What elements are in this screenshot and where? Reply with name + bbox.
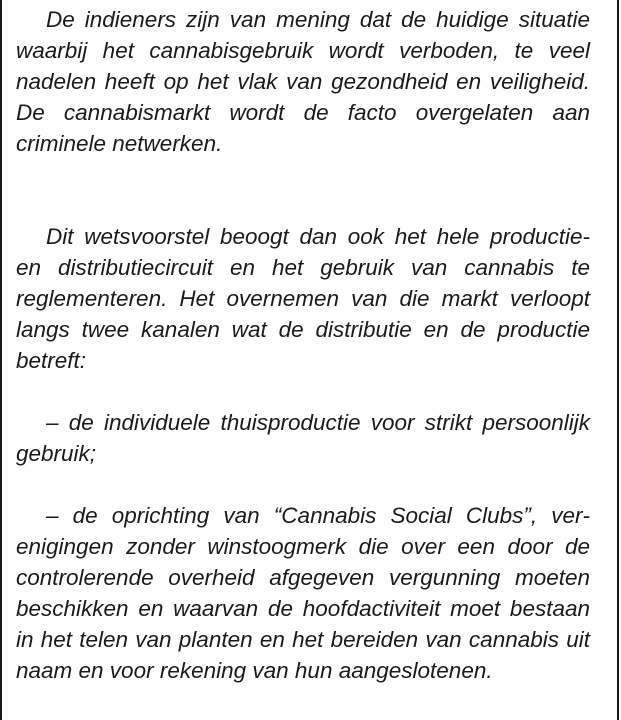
paragraph-proposal: Dit wetsvoorstel beoogt dan ook het hele productie- en distributiecircuit en het gebruik van cannabis te reglementeren. Het overnemen van die markt verloopt langs twee kanalen wat de distributie en de productie betreft: — [16, 224, 590, 373]
paragraph-intro: De indieners zijn van mening dat de huidige situatie waarbij het cannabisgebruik wordt verboden, te veel nadelen heeft op het vlak van gezondheid en veiligheid. De cannabismarkt wordt de facto overgelaten aan criminele netwerken. — [16, 7, 590, 156]
text-column — [16, 4, 590, 686]
paragraph-spacer — [16, 159, 590, 221]
list-item-home-production: – de individuele thuisproductie voor strikt persoonlijk gebruik; — [16, 410, 590, 466]
paragraph-spacer — [16, 469, 590, 500]
paragraph-spacer — [16, 376, 590, 407]
list-item-social-clubs: – de oprichting van “Cannabis Social Clubs”, verenigingen zonder winstoogmerk die over een door de controlerende overheid afgegeven vergunning moeten beschikken en waarvan de hoofdactiviteit moet bestaan in het telen van planten en het bereiden van cannabis uit naam en voor rekening van hun aangeslotenen. — [16, 503, 590, 683]
